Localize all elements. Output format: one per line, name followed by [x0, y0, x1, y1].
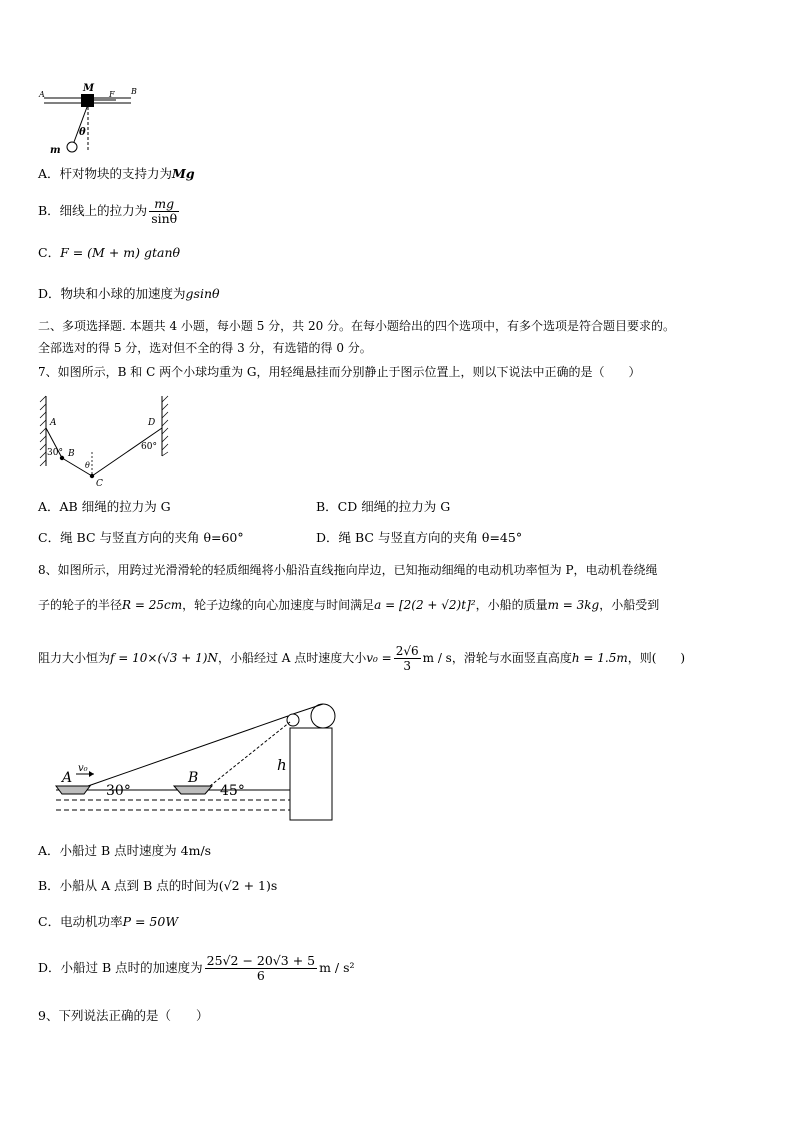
- q8-shore-pillar: [290, 728, 332, 820]
- q8-v0-symbol: v₀ =: [366, 651, 392, 665]
- q8-v0-denominator: 3: [403, 659, 411, 673]
- q7-figure: [36, 392, 176, 488]
- q6-label-A: A: [39, 90, 45, 99]
- q8-boat-A: [56, 786, 90, 794]
- q6-label-m: m: [50, 145, 61, 156]
- q7-left-wall-hatch: [40, 396, 46, 466]
- section2-line1: 二、多项选择题. 本题共 4 小题，每小题 5 分，共 20 分。在每小题给出的四个选项中，有多个选项是符合题目要求的。: [38, 319, 676, 333]
- q6-option-b-prefix: B．细线上的拉力为: [38, 203, 148, 218]
- q8-label-A: A: [62, 770, 73, 786]
- q6-option-b-fraction: [149, 197, 179, 226]
- q7-label-C: C: [96, 479, 103, 488]
- q8-option-b-value: (√2 + 1)s: [218, 878, 278, 893]
- q8-height: h = 1.5m: [571, 651, 628, 665]
- q6-label-F: F: [109, 90, 115, 99]
- q8-line2-c: ，小船的质量: [475, 598, 548, 612]
- q7-label-A: A: [50, 418, 57, 428]
- q8-mass: m = 3kg: [547, 598, 600, 612]
- q8-line1: 8、如图所示，用跨过光滑滑轮的轻质细绳将小船沿直线拖向岸边，已知拖动细绳的电动机功率恒为 P，电动机卷绕绳: [38, 563, 658, 577]
- q8-boat-B: [174, 786, 212, 794]
- q8-option-a: A．小船过 B 点时速度为 4m/s: [38, 843, 212, 858]
- q8-option-d-denominator: 6: [256, 968, 265, 983]
- section2-line2: 全部选对的得 5 分，选对但不全的得 3 分，有选错的得 0 分。: [38, 341, 372, 355]
- q8-line2-d: ，小船受到: [599, 598, 660, 612]
- q8-option-c-prefix: C．电动机功率: [38, 914, 123, 929]
- q8-option-c: [38, 914, 178, 930]
- q6-label-B: B: [131, 87, 137, 96]
- q7-label-D: D: [148, 418, 156, 428]
- q8-option-c-value: P = 50W: [122, 914, 179, 929]
- q8-v0-fraction: [394, 644, 421, 673]
- q8-label-h: h: [277, 756, 287, 774]
- q8-option-d-prefix: D．小船过 B 点时的加速度为: [38, 960, 203, 975]
- q8-velocity-arrowhead: [89, 771, 94, 777]
- q9-stem: 9、下列说法正确的是（ ）: [38, 1008, 209, 1023]
- q6-label-theta: θ: [79, 127, 86, 138]
- q6-option-c-prefix: C．: [38, 245, 61, 260]
- q8-option-d-fraction: [205, 954, 317, 983]
- q6-option-b-numerator: mg: [149, 197, 179, 212]
- q7-right-wall-hatch: [162, 396, 168, 456]
- q6-option-b-denominator: sinθ: [151, 211, 178, 226]
- q7-label-theta: θ: [85, 461, 90, 470]
- q7-ball-C: [90, 474, 94, 478]
- q6-option-b: [38, 194, 181, 228]
- q8-option-b-prefix: B．小船从 A 点到 B 点的时间为: [38, 878, 219, 893]
- q8-line3-d: ，则( ): [627, 651, 686, 665]
- q7-label-B: B: [68, 449, 75, 459]
- q6-option-d: [38, 286, 220, 302]
- q6-option-c: [38, 245, 180, 261]
- q8-line3-c: ，滑轮与水面竖直高度: [451, 651, 572, 665]
- q8-rope-B-dashed: [210, 722, 290, 786]
- q6-option-d-prefix: D．物块和小球的加速度为: [38, 286, 186, 301]
- q8-line2-a: 子的轮子的半径: [38, 598, 123, 612]
- q8-angle-30: 30°: [106, 783, 131, 799]
- q8-line2-b: ，轮子边缘的向心加速度与时间满足: [182, 598, 375, 612]
- q8-line2: [38, 597, 659, 613]
- q8-v0-unit: m / s: [422, 651, 452, 665]
- q8-accel-formula: a = [2(2 + √2)t]²: [374, 598, 476, 612]
- q6-option-a: [38, 166, 195, 182]
- q8-motor-wheel: [311, 704, 335, 728]
- q8-R: R = 25cm: [122, 598, 183, 612]
- q6-option-a-prefix: A．杆对物块的支持力为: [38, 166, 173, 181]
- q7-option-d: D．绳 BC 与竖直方向的夹角 θ=45°: [316, 530, 523, 545]
- q8-label-B: B: [188, 770, 199, 786]
- q7-angle-30: 30°: [47, 448, 63, 458]
- q8-friction: f = 10×(√3 + 1)N: [110, 651, 218, 665]
- q6-block-M: [81, 94, 94, 107]
- q7-option-c: C．绳 BC 与竖直方向的夹角 θ=60°: [38, 530, 244, 545]
- q8-figure: [50, 694, 350, 824]
- q8-option-b: [38, 878, 277, 894]
- q7-rope-CD: [92, 428, 162, 476]
- q6-option-d-value: gsinθ: [185, 286, 220, 301]
- q8-line3-a: 阻力大小恒为: [38, 651, 111, 665]
- q7-angle-60: 60°: [141, 442, 157, 452]
- q8-option-d: [38, 950, 355, 986]
- q8-line3-b: ，小船经过 A 点时速度大小: [217, 651, 367, 665]
- q6-label-M: M: [83, 83, 95, 94]
- q7-option-b: B．CD 细绳的拉力为 G: [316, 499, 451, 514]
- q8-label-v0: v₀: [78, 763, 88, 774]
- q8-angle-45: 45°: [220, 783, 245, 799]
- q8-v0-numerator: 2√6: [395, 644, 419, 658]
- q6-ball-m: [67, 142, 77, 152]
- q8-line3: [38, 640, 685, 676]
- q7-option-a: A．AB 细绳的拉力为 G: [38, 499, 171, 514]
- q7-stem: 7、如图所示，B 和 C 两个小球均重为 G，用轻绳悬挂而分别静止于图示位置上，则以下说法中正确的是（ ）: [38, 365, 641, 379]
- q6-option-a-value: Mg: [172, 166, 195, 181]
- q8-option-d-unit: m / s²: [319, 960, 355, 975]
- q8-pulley: [287, 714, 299, 726]
- q6-option-c-formula: F = (M + m) gtanθ: [60, 245, 181, 260]
- q6-figure: [36, 80, 146, 158]
- q8-option-d-numerator: 25√2 − 20√3 + 5: [206, 953, 316, 968]
